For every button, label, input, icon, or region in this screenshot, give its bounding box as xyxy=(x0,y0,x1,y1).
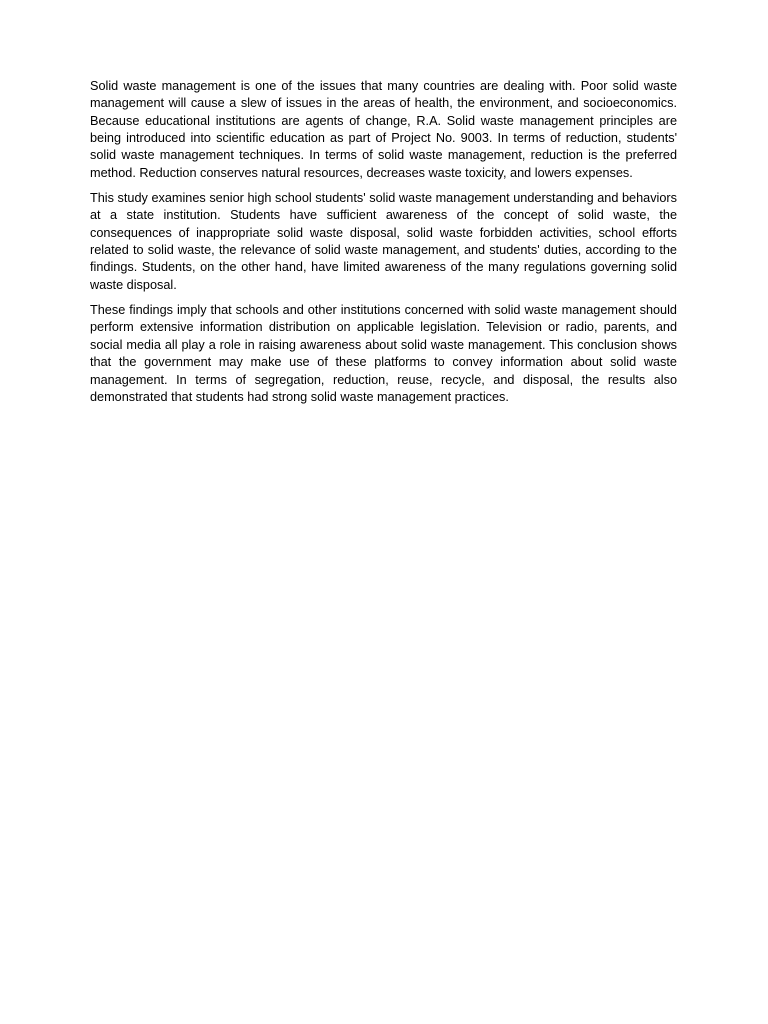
paragraph-2: This study examines senior high school students' solid waste management understanding and behaviors at a state institution. Students have sufficient awareness of the concept of solid waste, the consequences of inappropriate solid waste disposal, solid waste forbidden activities, school efforts related to solid waste, the relevance of solid waste management, and students' duties, according to the findings. Students, on the other hand, have limited awareness of the many regulations governing solid waste disposal. xyxy=(90,191,677,292)
paragraph-1: Solid waste management is one of the issues that many countries are dealing with. Poor solid waste management will cause a slew of issues in the areas of health, the environment, and socioeconomics. Because educational institutions are agents of change, R.A. Solid waste management principles are being introduced into scientific education as part of Project No. 9003. In terms of reduction, students' solid waste management techniques. In terms of solid waste management, reduction is the preferred method. Reduction conserves natural resources, decreases waste toxicity, and lowers expenses. xyxy=(90,79,677,180)
document-body xyxy=(90,78,677,414)
paragraph-3: These findings imply that schools and other institutions concerned with solid waste management should perform extensive information distribution on applicable legislation. Television or radio, parents, and social media all play a role in raising awareness about solid waste management. This conclusion shows that the government may make use of these platforms to convey information about solid waste management. In terms of segregation, reduction, reuse, recycle, and disposal, the results also demonstrated that students had strong solid waste management practices. xyxy=(90,303,677,404)
